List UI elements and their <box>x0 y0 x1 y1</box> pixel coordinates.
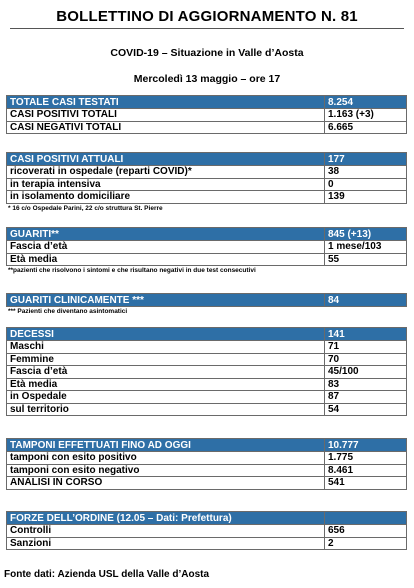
row-label: GUARITI CLINICAMENTE *** <box>7 294 325 307</box>
row-label: CASI NEGATIVI TOTALI <box>7 121 325 134</box>
row-label: Età media <box>7 378 325 391</box>
table-swabs <box>6 438 406 490</box>
table-row <box>7 464 407 477</box>
row-label: CASI POSITIVI ATTUALI <box>7 153 325 166</box>
row-label: GUARITI** <box>7 228 325 241</box>
table-row <box>7 452 407 465</box>
row-label: Sanzioni <box>7 537 325 550</box>
row-label: Età media <box>7 253 325 266</box>
table-row <box>7 525 407 538</box>
row-value: 83 <box>325 378 407 391</box>
table-header-row <box>7 439 407 452</box>
table-row <box>7 353 407 366</box>
row-label: Femmine <box>7 353 325 366</box>
table-police-controls <box>6 511 406 550</box>
row-value: 8.461 <box>325 464 407 477</box>
table-row <box>7 253 407 266</box>
row-value: 45/100 <box>325 366 407 379</box>
table-row <box>7 178 407 191</box>
row-value: 177 <box>325 153 407 166</box>
row-label: FORZE DELL’ORDINE (12.05 – Dati: Prefettura) <box>7 512 325 525</box>
table-row <box>7 378 407 391</box>
table-footnote: *** Pazienti che diventano asintomatici <box>8 308 128 315</box>
table-row <box>7 121 407 134</box>
table-clinically-recovered <box>6 293 406 316</box>
title-divider <box>10 28 404 29</box>
row-value: 54 <box>325 403 407 416</box>
row-value: 845 (+13) <box>325 228 407 241</box>
row-label: TAMPONI EFFETTUATI FINO AD OGGI <box>7 439 325 452</box>
row-value: 70 <box>325 353 407 366</box>
row-label: ANALISI IN CORSO <box>7 477 325 490</box>
table-row <box>7 191 407 204</box>
table-total-tested <box>6 95 406 134</box>
row-value: 541 <box>325 477 407 490</box>
table-row <box>7 477 407 490</box>
table-row <box>7 366 407 379</box>
row-value: 139 <box>325 191 407 204</box>
row-value: 38 <box>325 166 407 179</box>
row-value: 1.775 <box>325 452 407 465</box>
row-value: 141 <box>325 328 407 341</box>
row-value: 71 <box>325 341 407 354</box>
table-deaths <box>6 327 406 416</box>
row-value: 84 <box>325 294 407 307</box>
data-source-footer: Fonte dati: Azienda USL della Valle d’Aosta <box>4 569 210 580</box>
row-value: 656 <box>325 525 407 538</box>
table-row <box>7 166 407 179</box>
row-label: in terapia intensiva <box>7 178 325 191</box>
table-header-row <box>7 294 407 307</box>
row-value <box>325 512 407 525</box>
row-value: 87 <box>325 391 407 404</box>
row-label: DECESSI <box>7 328 325 341</box>
row-value: 10.777 <box>325 439 407 452</box>
row-value: 55 <box>325 253 407 266</box>
table-recovered <box>6 227 406 275</box>
row-value: 6.665 <box>325 121 407 134</box>
table-header-row <box>7 228 407 241</box>
table-active-positive <box>6 152 406 213</box>
table-row <box>7 391 407 404</box>
table-header-row <box>7 96 407 109</box>
row-label: CASI POSITIVI TOTALI <box>7 109 325 122</box>
row-label: Fascia d’età <box>7 241 325 254</box>
row-value: 1.163 (+3) <box>325 109 407 122</box>
row-label: Maschi <box>7 341 325 354</box>
bulletin-title: BOLLETTINO DI AGGIORNAMENTO N. 81 <box>56 8 358 25</box>
table-row <box>7 403 407 416</box>
row-label: Fascia d’età <box>7 366 325 379</box>
table-row <box>7 241 407 254</box>
table-row <box>7 537 407 550</box>
row-label: in Ospedale <box>7 391 325 404</box>
row-label: sul territorio <box>7 403 325 416</box>
row-label: tamponi con esito positivo <box>7 452 325 465</box>
table-row <box>7 341 407 354</box>
row-label: in isolamento domiciliare <box>7 191 325 204</box>
row-label: TOTALE CASI TESTATI <box>7 96 325 109</box>
row-label: tamponi con esito negativo <box>7 464 325 477</box>
table-header-row <box>7 153 407 166</box>
table-header-row <box>7 512 407 525</box>
row-value: 1 mese/103 <box>325 241 407 254</box>
row-label: Controlli <box>7 525 325 538</box>
row-value: 0 <box>325 178 407 191</box>
bulletin-date: Mercoledì 13 maggio – ore 17 <box>133 73 281 85</box>
table-header-row <box>7 328 407 341</box>
table-footnote: * 16 c/o Ospedale Parini, 22 c/o struttura St. Pierre <box>8 204 163 212</box>
row-label: ricoverati in ospedale (reparti COVID)* <box>7 166 325 179</box>
table-row <box>7 109 407 122</box>
bulletin-subtitle: COVID-19 – Situazione in Valle d’Aosta <box>110 47 304 59</box>
row-value: 2 <box>325 537 407 550</box>
row-value: 8.254 <box>325 96 407 109</box>
table-footnote: **pazienti che risolvono i sintomi e che risultano negativi in due test consecutivi <box>8 267 256 274</box>
